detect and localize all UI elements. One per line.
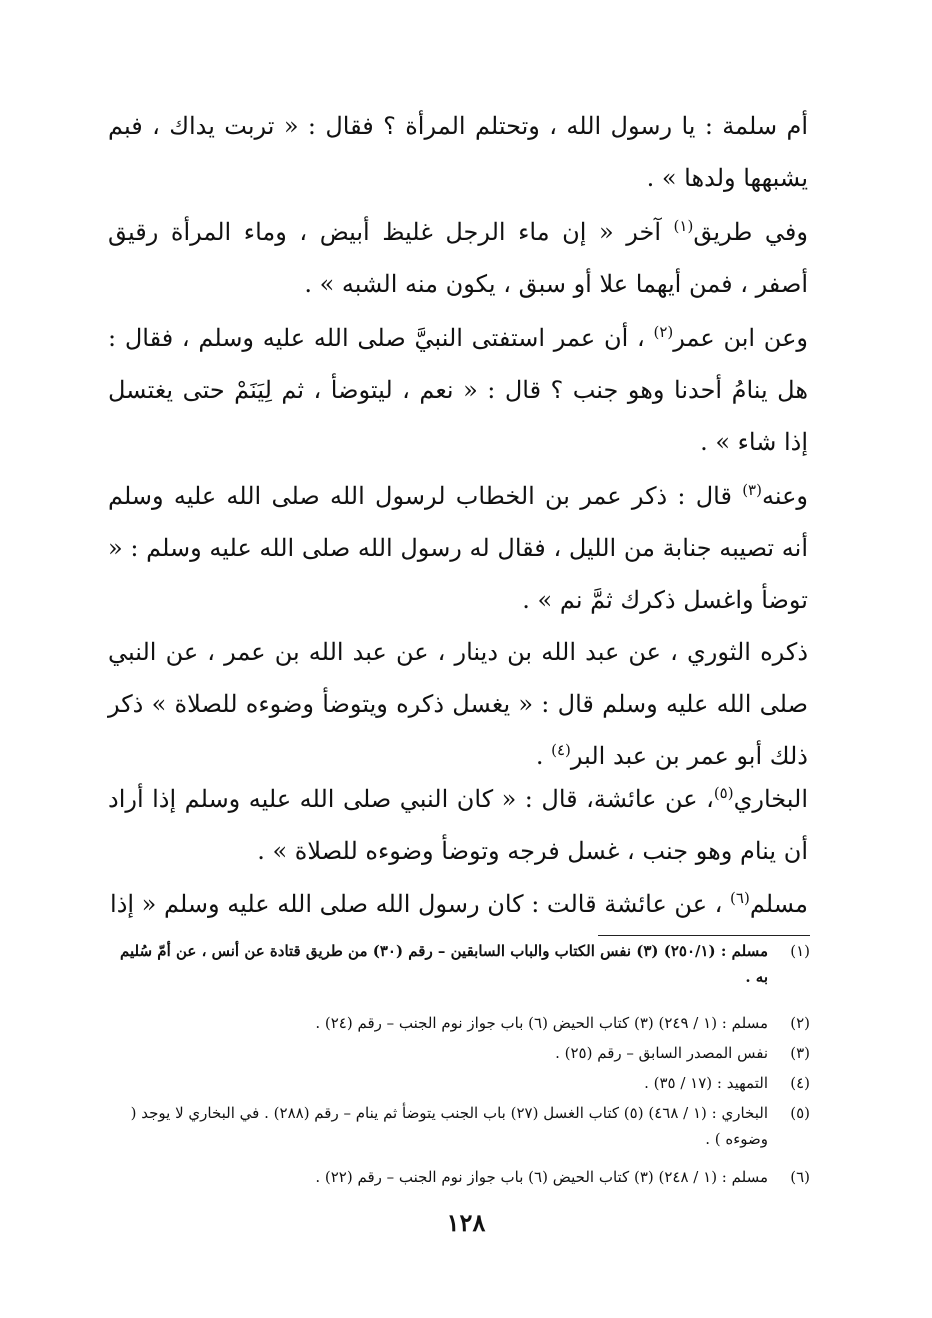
footnote-number: (١) bbox=[790, 942, 810, 960]
paragraph-text: ذكره الثوري ، عن عبد الله بن دينار ، عن عبد الله بن عمر ، عن النبي صلى الله عليه وسلم قال : « يغسل ذكره ويتوضأ وضوءه للصلاة » ذكر ذلك أبو عمر بن عبد البر bbox=[108, 638, 808, 770]
footnote-number: (٤) bbox=[790, 1074, 810, 1092]
footnote-text: نفس المصدر السابق – رقم (٢٥) . bbox=[555, 1044, 768, 1062]
footnote-text: التمهيد : (١٧ / ٣٥) . bbox=[644, 1074, 768, 1092]
paragraph-text: قال : ذكر عمر بن الخطاب لرسول الله صلى الله عليه وسلم أنه تصيبه جنابة من الليل ، فقال له رسول الله صلى الله عليه وسلم : « توضأ واغسل ذكرك ثمَّ نم » . bbox=[108, 482, 808, 614]
footnote bbox=[108, 938, 810, 990]
paragraph bbox=[108, 773, 808, 877]
paragraph bbox=[108, 626, 808, 782]
footnote-text: مسلم : (١ / ٢٤٨) (٣) كتاب الحيض (٦) باب جواز نوم الجنب – رقم (٢٢) . bbox=[315, 1168, 768, 1186]
paragraph-text: ، عن عائشة قالت : كان رسول الله صلى الله عليه وسلم « إذا bbox=[110, 890, 731, 918]
footnote-separator bbox=[598, 935, 810, 936]
footnote-number: (٣) bbox=[790, 1044, 810, 1062]
paragraph-text: وفي طريق bbox=[693, 218, 808, 246]
paragraph bbox=[108, 206, 808, 310]
footnote-ref[interactable]: (٥) bbox=[713, 784, 734, 802]
footnote-text: مسلم : (١ / ٢٤٩) (٣) كتاب الحيض (٦) باب جواز نوم الجنب – رقم (٢٤) . bbox=[315, 1014, 768, 1032]
footnote-ref[interactable]: (٣) bbox=[742, 481, 762, 499]
footnote bbox=[108, 1010, 810, 1036]
footnote-number: (٢) bbox=[790, 1014, 810, 1032]
paragraph-text: مسلم bbox=[749, 890, 808, 918]
footnote bbox=[108, 1164, 810, 1190]
footnote-number: (٥) bbox=[790, 1104, 810, 1122]
footnote-ref[interactable]: (٦) bbox=[730, 889, 750, 907]
paragraph bbox=[108, 100, 808, 204]
footnote-ref[interactable]: (١) bbox=[673, 217, 694, 235]
footnote bbox=[108, 1100, 810, 1152]
paragraph bbox=[108, 878, 808, 930]
footnote-text: البخاري : (١ / ٤٦٨) (٥) كتاب الغسل (٢٧) باب الجنب يتوضأ ثم ينام – رقم (٢٨٨) . في البخاري لا يوجد ( وضوءه ) . bbox=[130, 1104, 768, 1148]
footnote-text: مسلم : (٢٥٠/١) (٣) نفس الكتاب والباب السابقين – رقم (٣٠) من طريق قتادة عن أنس ، عن أمّ سُليم به . bbox=[120, 942, 768, 986]
paragraph-text: وعنه bbox=[761, 482, 808, 510]
paragraph-text: البخاري bbox=[733, 785, 808, 813]
paragraph bbox=[108, 470, 808, 626]
footnote-ref[interactable]: (٤) bbox=[551, 741, 571, 759]
paragraph-text: . bbox=[535, 742, 552, 770]
footnote-ref[interactable]: (٢) bbox=[653, 323, 674, 341]
footnote bbox=[108, 1040, 810, 1066]
page-number: ١٢٨ bbox=[446, 1208, 486, 1237]
paragraph-text: ، عن عائشة، قال : « كان النبي صلى الله عليه وسلم إذا أراد أن ينام وهو جنب ، غسل فرجه وتوضأ وضوءه للصلاة » . bbox=[108, 785, 808, 865]
paragraph-text: أم سلمة : يا رسول الله ، وتحتلم المرأة ؟ فقال : « تربت يداك ، فبم يشبهها ولدها » . bbox=[108, 112, 808, 192]
footnote-number: (٦) bbox=[790, 1168, 810, 1186]
footnote bbox=[108, 1070, 810, 1096]
paragraph-text: ، أن عمر استفتى النبيَّ صلى الله عليه وسلم ، فقال : هل ينامُ أحدنا وهو جنب ؟ قال : « نعم ، ليتوضأ ، ثم لِيَنَمْ حتى يغتسل إذا شاء » . bbox=[108, 324, 808, 456]
paragraph-text: آخر « إن ماء الرجل غليظ أبيض ، وماء المرأة رقيق أصفر ، فمن أيهما علا أو سبق ، يكون منه الشبه » . bbox=[108, 218, 808, 298]
paragraph-text: وعن ابن عمر bbox=[673, 324, 808, 352]
paragraph bbox=[108, 312, 808, 468]
